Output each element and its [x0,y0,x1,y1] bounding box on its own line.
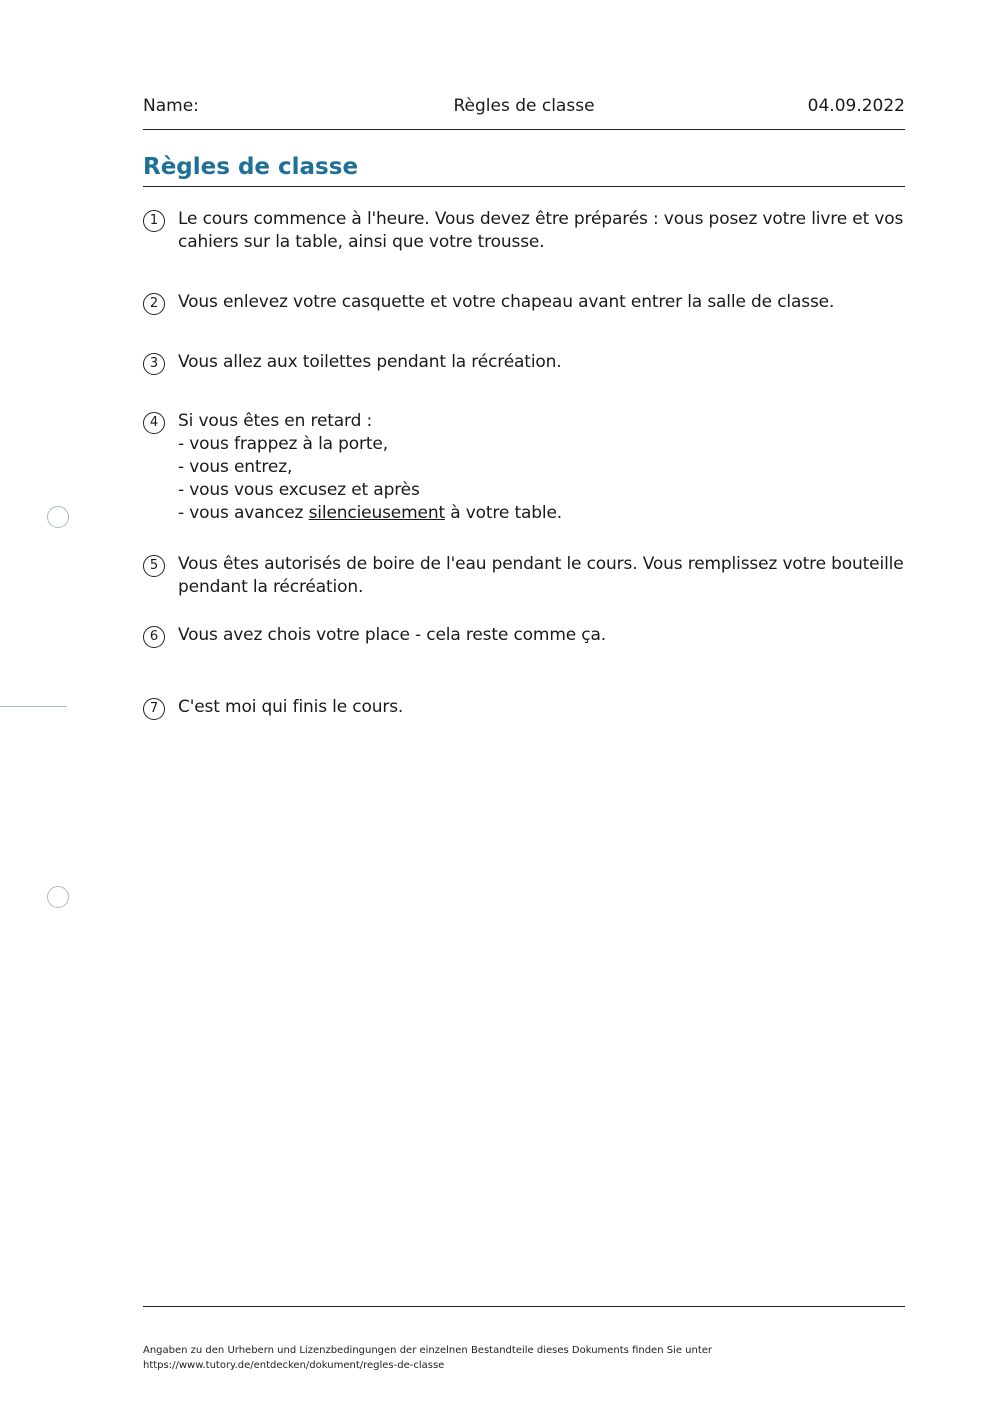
rule-line: Vous avez chois votre place - cela reste comme ça. [178,625,607,645]
rule-line: cahiers sur la table, ainsi que votre trousse. [178,232,545,252]
rule-line: - vous vous excusez et après [178,480,420,500]
rule-line: Si vous êtes en retard : [178,411,373,431]
fold-mark [0,706,67,707]
footer-url[interactable]: https://www.tutory.de/entdecken/dokument/regles-de-classe [143,1360,445,1371]
rule-text [178,410,905,525]
rule-line-last [178,502,905,525]
rule-line: - vous frappez à la porte, [178,434,388,454]
rule-line: C'est moi qui finis le cours. [178,697,404,717]
rule-line-before: - vous avancez [178,503,309,523]
punch-hole-mark-bottom [47,886,69,908]
rule-number-badge: 6 [143,626,165,648]
rule-line: Le cours commence à l'heure. Vous devez être préparés : vous posez votre livre et vos [178,209,904,229]
rule-number-badge: 2 [143,293,165,315]
rule-number-badge: 3 [143,353,165,375]
rule-text [178,291,905,314]
rule-line: - vous entrez, [178,457,293,477]
punch-hole-mark-top [47,506,69,528]
underlined-word: silencieusement [308,503,445,523]
rule-text [178,351,905,374]
footer-line-1: Angaben zu den Urhebern und Lizenzbedingungen der einzelnen Bestandteile dieses Dokuments finden Sie unter [143,1345,713,1356]
header-date: 04.09.2022 [807,96,905,116]
rule-number-badge: 5 [143,555,165,577]
header-name-label: Name: [143,96,199,116]
rule-number-badge: 7 [143,698,165,720]
header-title: Règles de classe [453,96,595,116]
rule-line-after: à votre table. [444,503,563,523]
page-header [143,92,905,130]
rule-line: Vous êtes autorisés de boire de l'eau pendant le cours. Vous remplissez votre bouteille [178,554,904,574]
footer-attribution [143,1343,712,1373]
footer-divider [143,1306,905,1307]
page-title: Règles de classe [143,150,905,187]
rule-line: pendant la récréation. [178,577,364,597]
rule-line: Vous allez aux toilettes pendant la récréation. [178,352,562,372]
rule-number-badge: 4 [143,412,165,434]
rule-number-badge: 1 [143,210,165,232]
rule-line: Vous enlevez votre casquette et votre chapeau avant entrer la salle de classe. [178,292,835,312]
rule-text [178,208,905,254]
rule-text [178,553,905,599]
rule-text [178,624,905,647]
rule-text [178,696,905,719]
